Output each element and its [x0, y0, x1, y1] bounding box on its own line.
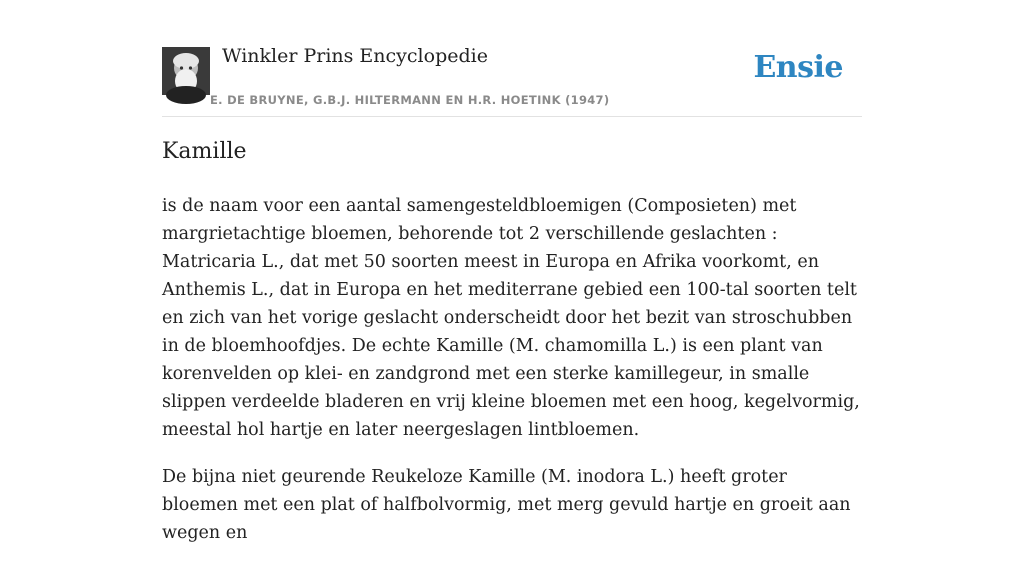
brand-logo[interactable]: Ensie	[753, 50, 843, 85]
article-paragraph: De bijna niet geurende Reukeloze Kamille (M. inodora L.) heeft groter bloemen met een plat of halfbolvormig, met merg gevuld hartje en groeit aan wegen en	[162, 467, 851, 543]
article-body	[162, 192, 862, 566]
source-header	[162, 40, 862, 117]
article-title: Kamille	[162, 139, 247, 164]
article-paragraph: is de naam voor een aantal samengesteldbloemigen (Composieten) met margrietachtige bloemen, behorende tot 2 verschillende geslachten : Matricaria L., dat met 50 soorten meest in Europa en Afrika voorkomt, en Anthemis L., dat in Europa en het mediterrane gebied een 100-tal soorten telt en zich van het vorige geslacht onderscheidt door het bezit van stroschubben in de bloemhoofdjes. De echte Kamille (M. chamomilla L.) is een plant van korenvelden op klei- en zandgrond met een sterke kamillegeur, in smalle slippen verdeelde bladeren en vrij kleine bloemen met een hoog, kegelvormig, meestal hol hartje en later neergeslagen lintbloemen.	[162, 196, 860, 440]
source-title[interactable]: Winkler Prins Encyclopedie	[222, 45, 488, 67]
author-avatar	[162, 47, 210, 95]
source-authors: E. DE BRUYNE, G.B.J. HILTERMANN EN H.R. HOETINK (1947)	[210, 93, 610, 107]
